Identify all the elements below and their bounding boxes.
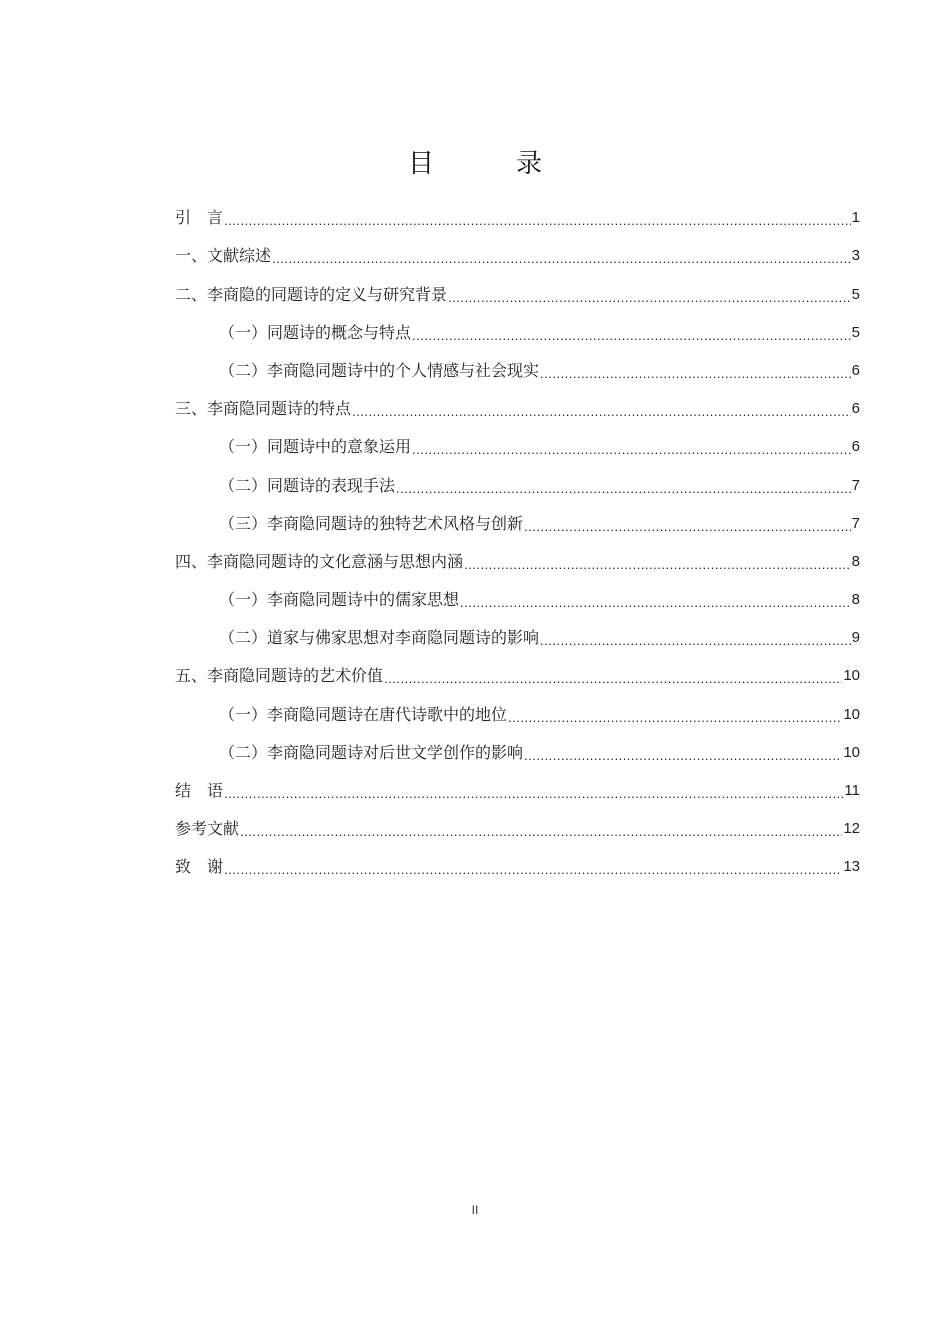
toc-entry-label: （二）李商隐同题诗中的个人情感与社会现实 bbox=[219, 360, 540, 380]
toc-entry-page: 7 bbox=[851, 476, 860, 494]
toc-entry-page: 6 bbox=[851, 400, 860, 418]
toc-entry-label: 参考文献 bbox=[175, 819, 240, 839]
toc-entry-conclusion[interactable] bbox=[175, 772, 860, 810]
toc-entry-label: （三）李商隐同题诗的独特艺术风格与创新 bbox=[219, 513, 524, 533]
toc-entry-section-4-2[interactable] bbox=[175, 619, 860, 657]
toc-entry-page: 13 bbox=[843, 858, 860, 876]
toc-entry-page: 3 bbox=[851, 247, 860, 265]
dot-leader bbox=[540, 634, 851, 648]
dot-leader bbox=[524, 520, 851, 534]
toc-entry-page: 10 bbox=[843, 743, 860, 761]
dot-leader bbox=[540, 367, 851, 381]
toc-entry-section-4-1[interactable] bbox=[175, 581, 860, 619]
toc-entry-label: 三、李商隐同题诗的特点 bbox=[175, 399, 352, 419]
toc-entry-chapter-4[interactable] bbox=[175, 543, 860, 581]
toc-entry-section-3-1[interactable] bbox=[175, 428, 860, 466]
toc-entry-page: 8 bbox=[851, 591, 860, 609]
toc-entry-label: 四、李商隐同题诗的文化意涵与思想内涵 bbox=[175, 551, 464, 571]
dot-leader bbox=[460, 596, 851, 610]
toc-entry-label: 一、文献综述 bbox=[175, 246, 272, 266]
dot-leader bbox=[524, 749, 842, 763]
toc-entry-section-3-3[interactable] bbox=[175, 505, 860, 543]
table-of-contents bbox=[175, 199, 860, 886]
dot-leader bbox=[384, 672, 842, 686]
toc-entry-introduction[interactable] bbox=[175, 199, 860, 237]
toc-entry-page: 8 bbox=[851, 552, 860, 570]
dot-leader bbox=[240, 825, 842, 839]
toc-entry-page: 7 bbox=[851, 514, 860, 532]
toc-entry-page: 1 bbox=[851, 209, 860, 227]
toc-entry-label: 二、李商隐的同题诗的定义与研究背景 bbox=[175, 284, 448, 304]
toc-entry-chapter-3[interactable] bbox=[175, 390, 860, 428]
toc-entry-section-5-2[interactable] bbox=[175, 734, 860, 772]
toc-entry-label: 结 语 bbox=[175, 781, 224, 800]
dot-leader bbox=[224, 787, 843, 801]
toc-entry-label: 致 谢 bbox=[175, 857, 224, 877]
toc-title: 目 录 bbox=[407, 149, 570, 179]
toc-entry-page: 5 bbox=[851, 285, 860, 303]
toc-entry-section-2-2[interactable] bbox=[175, 352, 860, 390]
toc-entry-label: （一）李商隐同题诗在唐代诗歌中的地位 bbox=[219, 704, 508, 724]
dot-leader bbox=[464, 558, 851, 572]
dot-leader bbox=[448, 291, 851, 305]
toc-entry-label: （一）同题诗的概念与特点 bbox=[219, 322, 412, 342]
toc-entry-page: 10 bbox=[843, 667, 860, 685]
dot-leader bbox=[412, 443, 851, 457]
toc-entry-chapter-2[interactable] bbox=[175, 275, 860, 313]
dot-leader bbox=[272, 252, 851, 266]
toc-entry-label: 引 言 bbox=[175, 208, 224, 228]
dot-leader bbox=[396, 482, 851, 496]
toc-entry-page: 12 bbox=[843, 820, 860, 838]
toc-entry-page: 5 bbox=[851, 323, 860, 341]
toc-entry-label: 五、李商隐同题诗的艺术价值 bbox=[175, 666, 384, 686]
toc-entry-page: 6 bbox=[851, 438, 860, 456]
dot-leader bbox=[412, 329, 851, 343]
toc-entry-references[interactable] bbox=[175, 810, 860, 848]
dot-leader bbox=[224, 863, 842, 877]
toc-entry-label: （二）同题诗的表现手法 bbox=[219, 475, 396, 495]
toc-entry-page: 10 bbox=[843, 705, 860, 723]
toc-entry-literature-review[interactable] bbox=[175, 237, 860, 275]
toc-entry-section-5-1[interactable] bbox=[175, 695, 860, 733]
toc-entry-section-2-1[interactable] bbox=[175, 314, 860, 352]
toc-entry-label: （一）李商隐同题诗中的儒家思想 bbox=[219, 590, 460, 610]
toc-entry-label: （一）同题诗中的意象运用 bbox=[219, 437, 412, 457]
toc-entry-page: 9 bbox=[851, 629, 860, 647]
dot-leader bbox=[224, 214, 851, 228]
toc-entry-page: 6 bbox=[851, 361, 860, 379]
toc-entry-label: （二）李商隐同题诗对后世文学创作的影响 bbox=[219, 742, 524, 762]
dot-leader bbox=[352, 405, 851, 419]
toc-entry-page: 11 bbox=[844, 782, 860, 799]
toc-entry-label: （二）道家与佛家思想对李商隐同题诗的影响 bbox=[219, 628, 540, 648]
toc-entry-chapter-5[interactable] bbox=[175, 657, 860, 695]
toc-entry-acknowledgements[interactable] bbox=[175, 848, 860, 886]
footer-page-number: II bbox=[471, 1203, 479, 1217]
toc-entry-section-3-2[interactable] bbox=[175, 466, 860, 504]
dot-leader bbox=[508, 711, 842, 725]
